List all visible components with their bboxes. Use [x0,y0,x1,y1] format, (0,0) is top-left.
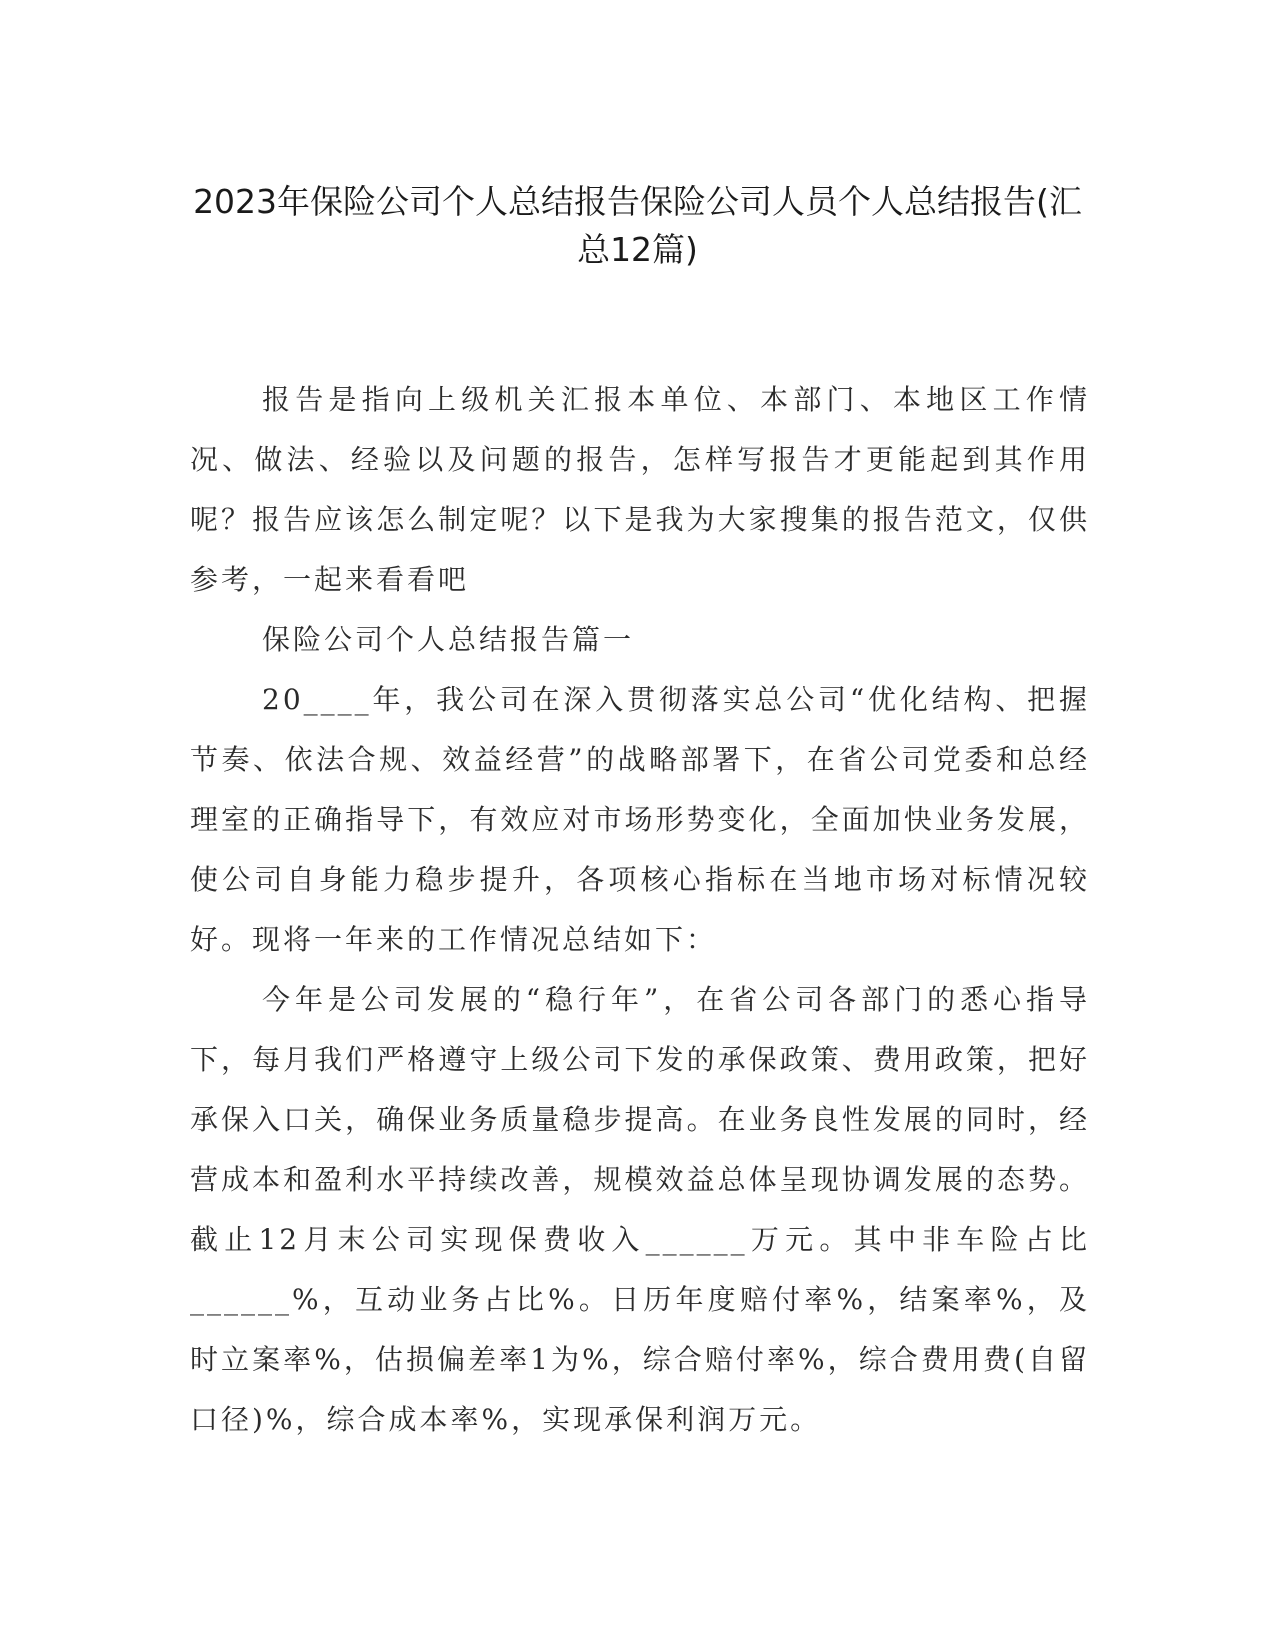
intro-paragraph: 报告是指向上级机关汇报本单位、本部门、本地区工作情况、做法、经验以及问题的报告，怎样写报告才更能起到其作用呢？报告应该怎么制定呢？以下是我为大家搜集的报告范文，仅供参考，一起来看看吧 [190,383,1090,596]
body-paragraph: 20____年，我公司在深入贯彻落实总公司“优化结构、把握节奏、依法合规、效益经营”的战略部署下，在省公司党委和总经理室的正确指导下，有效应对市场形势变化，全面加快业务发展，使公司自身能力稳步提升，各项核心指标在当地市场对标情况较好。现将一年来的工作情况总结如下： [190,683,1090,956]
body-paragraph: 今年是公司发展的“稳行年”，在省公司各部门的悉心指导下，每月我们严格遵守上级公司下发的承保政策、费用政策，把好承保入口关，确保业务质量稳步提高。在业务良性发展的同时，经营成本和盈利水平持续改善，规模效益总体呈现协调发展的态势。截止12月末公司实现保费收入______万元。其中非车险占比______%，互动业务占比%。日历年度赔付率%，结案率%，及时立案率%，估损偏差率1为%，综合赔付率%，综合费用费(自留口径)%，综合成本率%，实现承保利润万元。 [190,983,1090,1436]
document-title: 2023年保险公司个人总结报告保险公司人员个人总结报告(汇总12篇) [193,182,1082,269]
document-body [190,370,1090,1450]
section-heading: 保险公司个人总结报告篇一 [262,623,635,656]
